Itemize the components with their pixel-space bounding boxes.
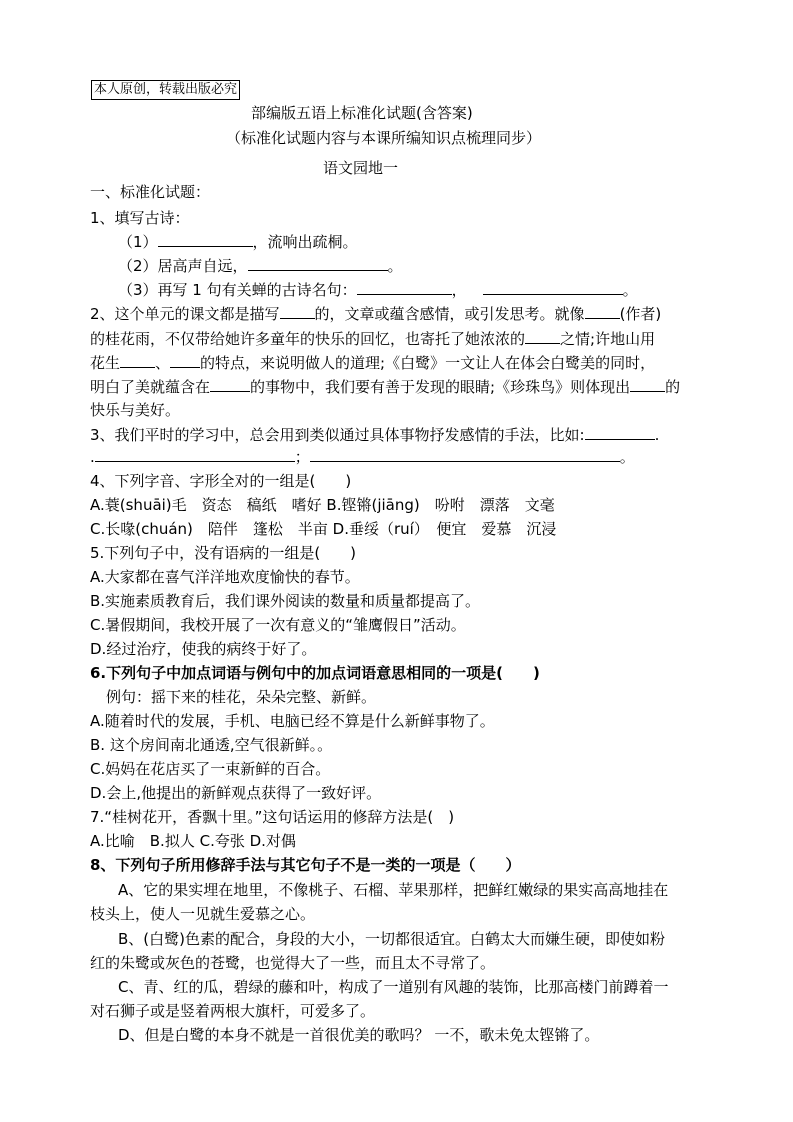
q2-text: (作者) [619,305,662,323]
q4-options-row-1: A.蓑(shuāi)毛 资态 稿纸 嗜好 B.铿锵(jiāng) 吩咐 漂落 文毫 [90,496,555,514]
q5-stem: 5.下列句子中，没有语病的一组是( ) [90,544,357,562]
q2-line-2 [90,328,655,350]
copyright-notice: 本人原创，转载出版必究 [91,80,240,100]
q2-text: 、 [155,354,171,372]
q2-blank-pearlbird[interactable] [630,376,665,392]
q1-c-tail: 。 [622,281,638,299]
q2-text: 的，文章或蕴含感情，或引发思考。就像 [314,305,585,323]
q1-a-label: （1） [118,233,158,251]
q2-blank-beauty[interactable] [210,376,250,392]
q2-text: 的 [665,378,681,396]
part-heading: 一、标准化试题： [90,183,211,201]
q1-c-blank-1[interactable] [357,279,452,295]
q6-option-a: A.随着时代的发展，手机、电脑已经不算是什么新鲜事物了。 [90,712,495,730]
q1-b-tail: 。 [387,257,403,275]
q8-option-b-line-2: 红的朱鹭或灰色的苍鹭，也觉得大了一些，而且太不寻常了。 [90,954,496,972]
q2-text: 的桂花雨，不仅带给她许多童年的快乐的回忆，也寄托了她浓浓的 [90,330,526,348]
q1-item-2 [118,255,403,277]
q8-option-c-line-2: 对石狮子或是竖着两根大旗杆，可爱多了。 [90,1002,376,1020]
q4-stem: 4、下列字音、字形全对的一组是( ) [90,472,352,490]
q2-blank-feeling[interactable] [525,328,560,344]
q1-item-3 [118,279,638,301]
q8-option-b-line-1: B、(白鹭)色素的配合，身段的大小，一切都很适宜。白鹤太大而嫌生硬，即使如粉 [118,930,665,948]
q6-option-c: C.妈妈在花店买了一束新鲜的百合。 [90,760,331,778]
q8-option-a-line-2: 枝头上，使人一见就生爱慕之心。 [90,905,316,923]
q4-options-row-2: C.长喙(chuán) 陪伴 篷松 半亩 D.垂绥（ruí） 便宜 爱慕 沉浸 [90,520,557,538]
q2-text: 花生 [90,354,121,372]
q5-option-c: C.暑假期间，我校开展了一次有意义的“雏鹰假日”活动。 [90,616,466,634]
q2-line-4 [90,376,680,398]
q3-blank-2[interactable] [95,446,295,462]
q2-blank-peanut-1[interactable] [120,352,155,368]
q2-text: 的事物中，我们要有善于发现的眼睛;《珍珠鸟》则体现出 [250,378,631,396]
q2-line-5: 快乐与美好。 [90,401,181,419]
q5-option-d: D.经过治疗，使我的病终于好了。 [90,640,317,658]
q2-blank-peanut-2[interactable] [170,352,200,368]
q6-option-d: D.会上,他提出的新鲜观点获得了一致好评。 [90,784,382,802]
q3-text: . [654,426,660,444]
q3-blank-3[interactable] [310,446,620,462]
section-title: 语文园地一 [323,159,399,177]
q2-line-1 [90,303,661,325]
q1-c-mid: ， [451,281,467,299]
q8-option-a-line-1: A、它的果实埋在地里，不像桃子、石榴、苹果那样，把鲜红嫩绿的果实高高地挂在 [118,881,669,899]
q1-item-1 [118,231,358,253]
q3-blank-1[interactable] [585,424,655,440]
q8-option-d-line-1: D、但是白鹭的本身不就是一首很优美的歌吗？ 一不，歌未免太铿锵了。 [118,1026,600,1044]
document-subtitle: （标准化试题内容与本课所编知识点梳理同步） [226,129,542,147]
q3-line-1 [90,424,659,446]
q1-b-label: （2）居高声自远， [118,257,248,275]
q1-c-blank-2[interactable] [483,279,623,295]
q2-blank-topic[interactable] [280,303,315,319]
document-title: 部编版五语上标准化试题(含答案) [251,104,473,122]
q6-option-b: B. 这个房间南北通透,空气很新鲜。。 [90,736,333,754]
q2-text: 的特点，来说明做人的道理;《白鹭》一文让人在体会白鹭美的同时， [200,354,656,372]
q5-option-a: A.大家都在喜气洋洋地欢度愉快的春节。 [90,568,360,586]
q8-stem: 8、下列句子所用修辞手法与其它句子不是一类的一项是（ ） [90,856,521,874]
q3-text: . [90,448,95,466]
q5-option-b: B.实施素质教育后，我们课外阅读的数量和质量都提高了。 [90,592,481,610]
q1-a-blank[interactable] [158,231,253,247]
q3-text: 3、我们平时的学习中，总会用到类似通过具体事物抒发感情的手法，比如: [90,426,585,444]
q6-stem: 6.下列句子中加点词语与例句中的加点词语意思相同的一项是( ) [90,664,540,682]
q2-line-3 [90,352,655,374]
q1-a-tail: ，流响出疏桐。 [252,233,358,251]
q2-blank-author[interactable] [585,303,620,319]
q8-option-c-line-1: C、青、红的瓜，碧绿的藤和叶，构成了一道别有风趣的装饰，比那高楼门前蹲着一 [118,978,669,996]
q1-b-blank[interactable] [248,255,388,271]
q3-line-2 [90,446,635,468]
q1-stem: 1、填写古诗： [90,209,190,227]
q2-text: 明白了美就蕴含在 [90,378,211,396]
q7-options: A.比喻 B.拟人 C.夸张 D.对偶 [90,832,296,850]
q3-text: ； [294,448,310,466]
q1-c-label: （3）再写 1 句有关蝉的古诗名句： [118,281,357,299]
q2-text: 2、这个单元的课文都是描写 [90,305,280,323]
q6-example: 例句：摇下来的桂花，朵朵完整、新鲜。 [106,688,377,706]
q2-text: 之情;许地山用 [560,330,656,348]
q3-text: 。 [619,448,635,466]
q7-stem: 7.“桂树花开，香飘十里。”这句话运用的修辞方法是( ) [90,808,455,826]
